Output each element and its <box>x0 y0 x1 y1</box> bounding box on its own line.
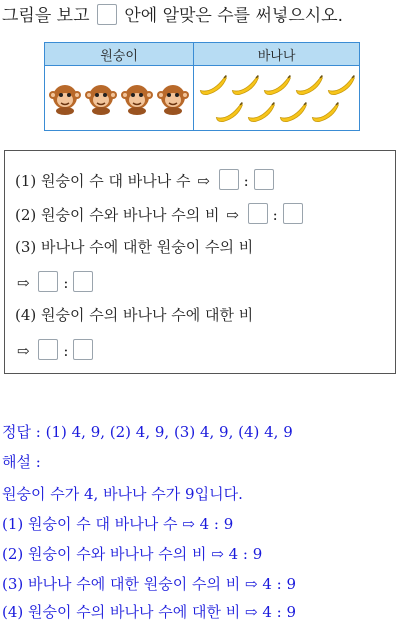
answer-box[interactable] <box>73 271 93 292</box>
question-3-number: (3) <box>15 238 37 256</box>
question-1-number: (1) <box>15 172 37 190</box>
question-3 <box>15 237 253 257</box>
answer-box[interactable] <box>73 339 93 360</box>
question-2-text: 원숭이 수와 바나나 수의 비 <box>41 206 220 224</box>
explanation-3: (3) 바나나 수에 대한 원숭이 수의 비 ⇨ 4 : 9 <box>2 575 297 593</box>
banana-icon <box>278 99 308 125</box>
instruction-text-after: 안에 알맞은 수를 써넣으시오. <box>124 6 344 26</box>
banana-icon <box>214 99 244 125</box>
banana-icon <box>262 72 292 98</box>
question-2-number: (2) <box>15 206 37 224</box>
question-4-number: (4) <box>15 306 37 324</box>
question-2 <box>15 203 305 225</box>
question-4-arrow: ⇨ <box>17 342 30 360</box>
answer-label: 정답 : <box>2 423 41 441</box>
question-1 <box>15 169 276 191</box>
explanation-2: (2) 원숭이 수와 바나나 수의 비 ⇨ 4 : 9 <box>2 545 263 563</box>
explanation-line: 원숭이 수가 4, 바나나 수가 9입니다. <box>2 485 243 503</box>
banana-icon <box>326 72 356 98</box>
monkey-icon <box>48 80 82 116</box>
ratio-colon: : <box>243 172 249 190</box>
question-3-arrow: ⇨ <box>17 274 30 292</box>
explanation-label: 해설 : <box>2 453 41 471</box>
banana-icon <box>246 99 276 125</box>
monkey-group <box>45 80 193 116</box>
banana-icon <box>294 72 324 98</box>
banana-group <box>194 72 359 125</box>
question-box <box>4 150 396 374</box>
answer-box[interactable] <box>38 271 58 292</box>
answer-box[interactable] <box>254 169 274 190</box>
banana-icon <box>230 72 260 98</box>
answer-value: (1) 4, 9, (2) 4, 9, (3) 4, 9, (4) 4, 9 <box>45 423 293 441</box>
question-3-answer-line <box>15 271 95 293</box>
header-banana: 바나나 <box>194 43 360 66</box>
monkey-icon <box>84 80 118 116</box>
question-4 <box>15 305 253 325</box>
count-table <box>44 42 360 131</box>
question-1-arrow: ⇨ <box>197 172 210 190</box>
explanation-4: (4) 원숭이 수의 바나나 수에 대한 비 ⇨ 4 : 9 <box>2 603 297 621</box>
banana-icon <box>310 99 340 125</box>
answer-line <box>2 422 293 442</box>
question-3-text: 바나나 수에 대한 원숭이 수의 비 <box>41 238 254 256</box>
banana-icon <box>198 72 228 98</box>
header-monkey: 원숭이 <box>45 43 194 66</box>
instruction <box>2 4 343 27</box>
instruction-text-before: 그림을 보고 <box>2 6 90 26</box>
ratio-colon: : <box>63 274 69 292</box>
monkey-icon <box>120 80 154 116</box>
explanation-1: (1) 원숭이 수 대 바나나 수 ⇨ 4 : 9 <box>2 515 234 533</box>
banana-cell <box>194 66 360 131</box>
monkey-cell <box>45 66 194 131</box>
instruction-blank-box <box>97 4 117 25</box>
ratio-colon: : <box>272 206 278 224</box>
question-2-arrow: ⇨ <box>226 206 239 224</box>
answer-box[interactable] <box>38 339 58 360</box>
question-1-text: 원숭이 수 대 바나나 수 <box>41 172 191 190</box>
answer-box[interactable] <box>283 203 303 224</box>
question-4-text: 원숭이 수의 바나나 수에 대한 비 <box>41 306 254 324</box>
monkey-icon <box>156 80 190 116</box>
answer-box[interactable] <box>248 203 268 224</box>
question-4-answer-line <box>15 339 95 361</box>
ratio-colon: : <box>63 342 69 360</box>
answer-box[interactable] <box>219 169 239 190</box>
